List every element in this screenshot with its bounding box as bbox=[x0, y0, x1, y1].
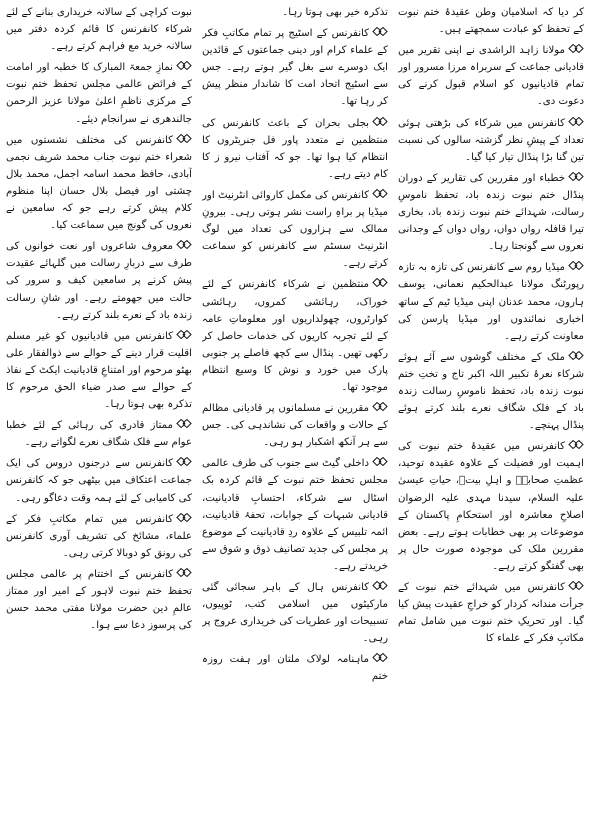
paragraph-text: معروف شاعروں اور نعت خوانوں کی طرف سے دربارِ رسالت میں گلہائے عقیدت پیش کرنے پر سامعین کیف و سرور کی حالت میں جھومتے رہے۔ اور شانِ رسالت زندہ باد کے نعرے بلند کرتے رہے۔ bbox=[6, 241, 192, 321]
paragraph-text: کانفرنس کے اختتام پر عالمی مجلس تحفظ ختم نبوت لاہور کے امیر اور ممتاز عالمِ دین حضرت مولانا مفتی محمد حسن کی پرسوز دعا سے ہوا۔ bbox=[6, 568, 192, 632]
text-columns bbox=[6, 4, 584, 814]
ornamental-bullet-icon bbox=[176, 60, 192, 71]
ornamental-bullet-icon bbox=[372, 188, 388, 199]
paragraph-text: منتظمین نے شرکاء کانفرنس کے لئے خوراک، رہائشی کمروں، رہائشی کوارٹروں، چھولداریوں اور معلوماتِ عامہ کے لئے تجربہ کاریوں کی خدمات حاصل کر رکھی تھیں۔ پنڈال سے کچھ فاصلے پر جنوبی پارک میں خورد و نوش کا وسیع انتظام موجود تھا۔ bbox=[202, 279, 388, 393]
column-right bbox=[398, 4, 584, 814]
ornamental-bullet-icon bbox=[568, 171, 584, 182]
paragraph-text: کانفرنس میں شہدائے ختم نبوت کے جرأت مندانہ کردار کو خراجِ عقیدت پیش کیا گیا۔ اور تحریکِ ختم نبوت میں شامل تمام مکاتبِ فکر کے علماء کا bbox=[398, 582, 584, 645]
ornamental-bullet-icon bbox=[176, 512, 192, 523]
ornamental-bullet-icon bbox=[568, 43, 584, 54]
paragraph-text: کانفرنس میں قادیانیوں کو غیر مسلم اقلیت قرار دینے کے حوالے سے ذوالفقار علی بھٹو مرحوم اور امتناعِ قادیانیت ایکٹ کے نفاذ کے حوالے سے صدر ضیاء الحق مرحوم کا تذکرہ بھی ہوتا رہا۔ bbox=[6, 330, 192, 411]
ornamental-bullet-icon bbox=[176, 456, 192, 467]
bullet-paragraph bbox=[6, 59, 192, 127]
ornamental-bullet-icon bbox=[568, 580, 584, 591]
paragraph-text: کانفرنس ہال کے باہر سجائی گئی مارکیٹوں میں اسلامی کتب، ٹوپیوں، تسبیحات اور عطریات کی خریداری عروج پر رہی۔ bbox=[202, 582, 388, 645]
paragraph-text: کانفرنس کی مکمل کاروائی انٹرنیٹ اور میڈیا پر براہِ راست نشر ہوتی رہی۔ بیرونِ ممالک سے ہزاروں کی تعداد میں لوگ انٹرنیٹ سسٹم سے کانفرنس کو سماعت کرتے رہے۔ bbox=[202, 189, 388, 270]
bullet-paragraph bbox=[6, 511, 192, 562]
paragraph-text: ماہنامہ لولاک ملتان اور ہفت روزہ ختم bbox=[202, 654, 388, 683]
paragraph-text: نبوت کراچی کے سالانہ خریداری بنانے کے لئے شرکاء کانفرنس کا قائم کردہ دفتر میں سالانہ خرید مع فراہم کرتے رہے۔ bbox=[6, 7, 192, 53]
bullet-paragraph bbox=[202, 455, 388, 575]
ornamental-bullet-icon bbox=[568, 260, 584, 271]
paragraph-text: کانفرنس میں عقیدۂ ختم نبوت کی اہمیت اور فضیلت کے علاوہ عقیدہ توحید، عظمتِ صحابہؓ و اہلِ بیتؓ، حیاتِ عیسیٰ علیہ السلام، سیدنا مہدی علیہ الرضوان اصلاحِ معاشرہ اور استحکامِ پاکستان کے موضوعات پر بھی خطابات ہوتے رہے۔ بعض مقررین ملک کی موجودہ صورت حال پر بھی گفتگو کرتے رہے۔ bbox=[398, 441, 584, 572]
bullet-paragraph bbox=[398, 438, 584, 575]
ornamental-bullet-icon bbox=[372, 456, 388, 467]
bullet-paragraph bbox=[6, 132, 192, 235]
paragraph-text: مولانا زاہد الراشدی نے اپنی تقریر میں قادیانی جماعت کے سربراہ مرزا مسرور اور تمام قادیانیوں کو اسلام قبول کرنے کی دعوت دی۔ bbox=[398, 45, 584, 108]
bullet-paragraph bbox=[6, 238, 192, 323]
paragraph-text: بجلی بحران کے باعث کانفرنس کی منتظمین نے متعدد پاور فل جنریٹروں کا انتظام کیا ہوا تھا۔ جو کہ آفتاب نیرو ز کا کام دیتے رہے۔ bbox=[202, 117, 388, 180]
paragraph-text: خطباء اور مقررین کی تقاریر کے دوران پنڈال ختم نبوت زندہ باد، تحفظ ناموسِ رسالت، شہدائے ختم نبوت زندہ باد، بخاری تیرا قافلہ رواں دواں، رواں دواں کے وجدانی نعروں سے گونجتا رہا۔ bbox=[398, 172, 584, 253]
ornamental-bullet-icon bbox=[176, 567, 192, 578]
bullet-paragraph bbox=[6, 417, 192, 451]
ornamental-bullet-icon bbox=[568, 350, 584, 361]
ornamental-bullet-icon bbox=[568, 116, 584, 127]
ornamental-bullet-icon bbox=[176, 329, 192, 340]
ornamental-bullet-icon bbox=[372, 116, 388, 127]
bullet-paragraph bbox=[398, 42, 584, 110]
ornamental-bullet-icon bbox=[176, 239, 192, 250]
paragraph-text: کر دیا کہ اسلامیان وطن عقیدۂ ختم نبوت کے تحفظ کو عبادت سمجھتے ہیں۔ bbox=[398, 7, 584, 36]
paragraph-text: ممتاز قادری کی رہائی کے لئے خطبا عوام سے فلک شگاف نعرے لگواتے رہے۔ bbox=[6, 420, 192, 449]
bullet-paragraph bbox=[202, 400, 388, 451]
ornamental-bullet-icon bbox=[372, 652, 388, 663]
continued-paragraph bbox=[202, 4, 388, 21]
paragraph-text: تذکرہ خیر بھی ہوتا رہا۔ bbox=[282, 7, 388, 18]
bullet-paragraph bbox=[202, 276, 388, 396]
bullet-paragraph bbox=[398, 170, 584, 255]
bullet-paragraph bbox=[6, 455, 192, 506]
paragraph-text: نمازِ جمعۃ المبارک کا خطبہ اور امامت کے فرائض عالمی مجلس تحفظ ختم نبوت کے مرکزی ناظمِ اعلیٰ مولانا عزیز الرحمن جالندھری نے سرانجام دیئے۔ bbox=[6, 62, 192, 125]
ornamental-bullet-icon bbox=[372, 26, 388, 37]
bullet-paragraph bbox=[398, 579, 584, 647]
bullet-paragraph bbox=[6, 566, 192, 634]
column-left bbox=[6, 4, 192, 814]
bullet-paragraph bbox=[398, 349, 584, 434]
paragraph-text: داخلی گیٹ سے جنوب کی طرف عالمی مجلس تحفظ ختم نبوت کے قائم کردہ بک اسٹال سے شرکاء، احتسابِ قادیانیت، قادیانی شبہات کے جوابات، تحفۂ قادیانیت، ائمہ تلبیس کے علاوہ ردِ قادیانیت کے موضوع پر مجلس کی جدید تصانیف ذوق و شوق سے خریدتے رہے۔ bbox=[202, 458, 388, 572]
continued-paragraph bbox=[398, 4, 584, 38]
paragraph-text: ملک کے مختلف گوشوں سے آئے ہوئے شرکاء نعرۂ تکبیر اللہ اکبر تاج و تختِ ختم نبوت زندہ باد، تحفظ ناموسِ رسالت زندہ باد کے فلک شگاف نعرے بلند کرتے ہوئے پنڈال پہنچے۔ bbox=[398, 351, 584, 432]
paragraph-text: کانفرنس کے اسٹیج پر تمام مکاتبِ فکر کے علماء کرام اور دینی جماعتوں کے قائدین ایک دوسرے سے بغل گیر ہوتے رہے۔ جس سے اسٹیج اتحاد امت کا شاندار منظر پیش کر رہا تھا۔ bbox=[202, 28, 388, 108]
bullet-paragraph bbox=[202, 115, 388, 183]
ornamental-bullet-icon bbox=[568, 439, 584, 450]
paragraph-text: مقررین نے مسلمانوں پر قادیانی مظالم کے حالات و واقعات کی نشاندہی کی۔ جس سے ہر آنکھ اشکبار ہو رہی۔ bbox=[202, 403, 388, 449]
ornamental-bullet-icon bbox=[372, 401, 388, 412]
paragraph-text: کانفرنس سے درجنوں دروس کی ایک جماعت اعتکاف میں بیٹھی جو کہ کانفرنس کی کامیابی کے لئے ہمہ وقت دعاگو رہی۔ bbox=[6, 458, 192, 504]
bullet-paragraph bbox=[202, 579, 388, 647]
bullet-paragraph bbox=[398, 115, 584, 166]
paragraph-text: کانفرنس میں تمام مکاتبِ فکر کے علماء، مشائخ کی تشریف آوری کانفرنس کی رونق کو دوبالا کرتی رہی۔ bbox=[6, 513, 192, 559]
column-middle bbox=[202, 4, 388, 814]
ornamental-bullet-icon bbox=[372, 277, 388, 288]
continued-paragraph bbox=[6, 4, 192, 55]
bullet-paragraph bbox=[6, 328, 192, 413]
bullet-paragraph bbox=[202, 187, 388, 272]
bullet-paragraph bbox=[202, 25, 388, 110]
bullet-paragraph bbox=[202, 651, 388, 685]
paragraph-text: کانفرنس کی مختلف نشستوں میں شعراء ختم نبوت جناب محمد شریف نجمی آبادی، حافظ محمد اسامہ اجمل، محمد بلال چشتی اور فیصل بلال حسان اپنا منظوم کلام پیش کرتے رہے جو کہ سامعین نے نعروں کی گونج میں سماعت کیا۔ bbox=[6, 134, 192, 232]
paragraph-text: میڈیا روم سے کانفرنس کی تازہ بہ تازہ رپورٹنگ مولانا عبدالحکیم نعمانی، یوسف ہارون، محمد عدنان اپنی میڈیا ٹیم کے ساتھ اخباری نمائندوں اور میڈیا پارسن کی معاونت کرتے رہے۔ bbox=[398, 262, 584, 342]
ornamental-bullet-icon bbox=[176, 418, 192, 429]
paragraph-text: کانفرنس میں شرکاء کی بڑھتی ہوئی تعداد کے پیشِ نظر گزشتہ سالوں کی نسبت تین گنا بڑا پنڈال تیار کیا گیا۔ bbox=[398, 117, 584, 163]
ornamental-bullet-icon bbox=[372, 580, 388, 591]
ornamental-bullet-icon bbox=[176, 133, 192, 144]
bullet-paragraph bbox=[398, 259, 584, 344]
